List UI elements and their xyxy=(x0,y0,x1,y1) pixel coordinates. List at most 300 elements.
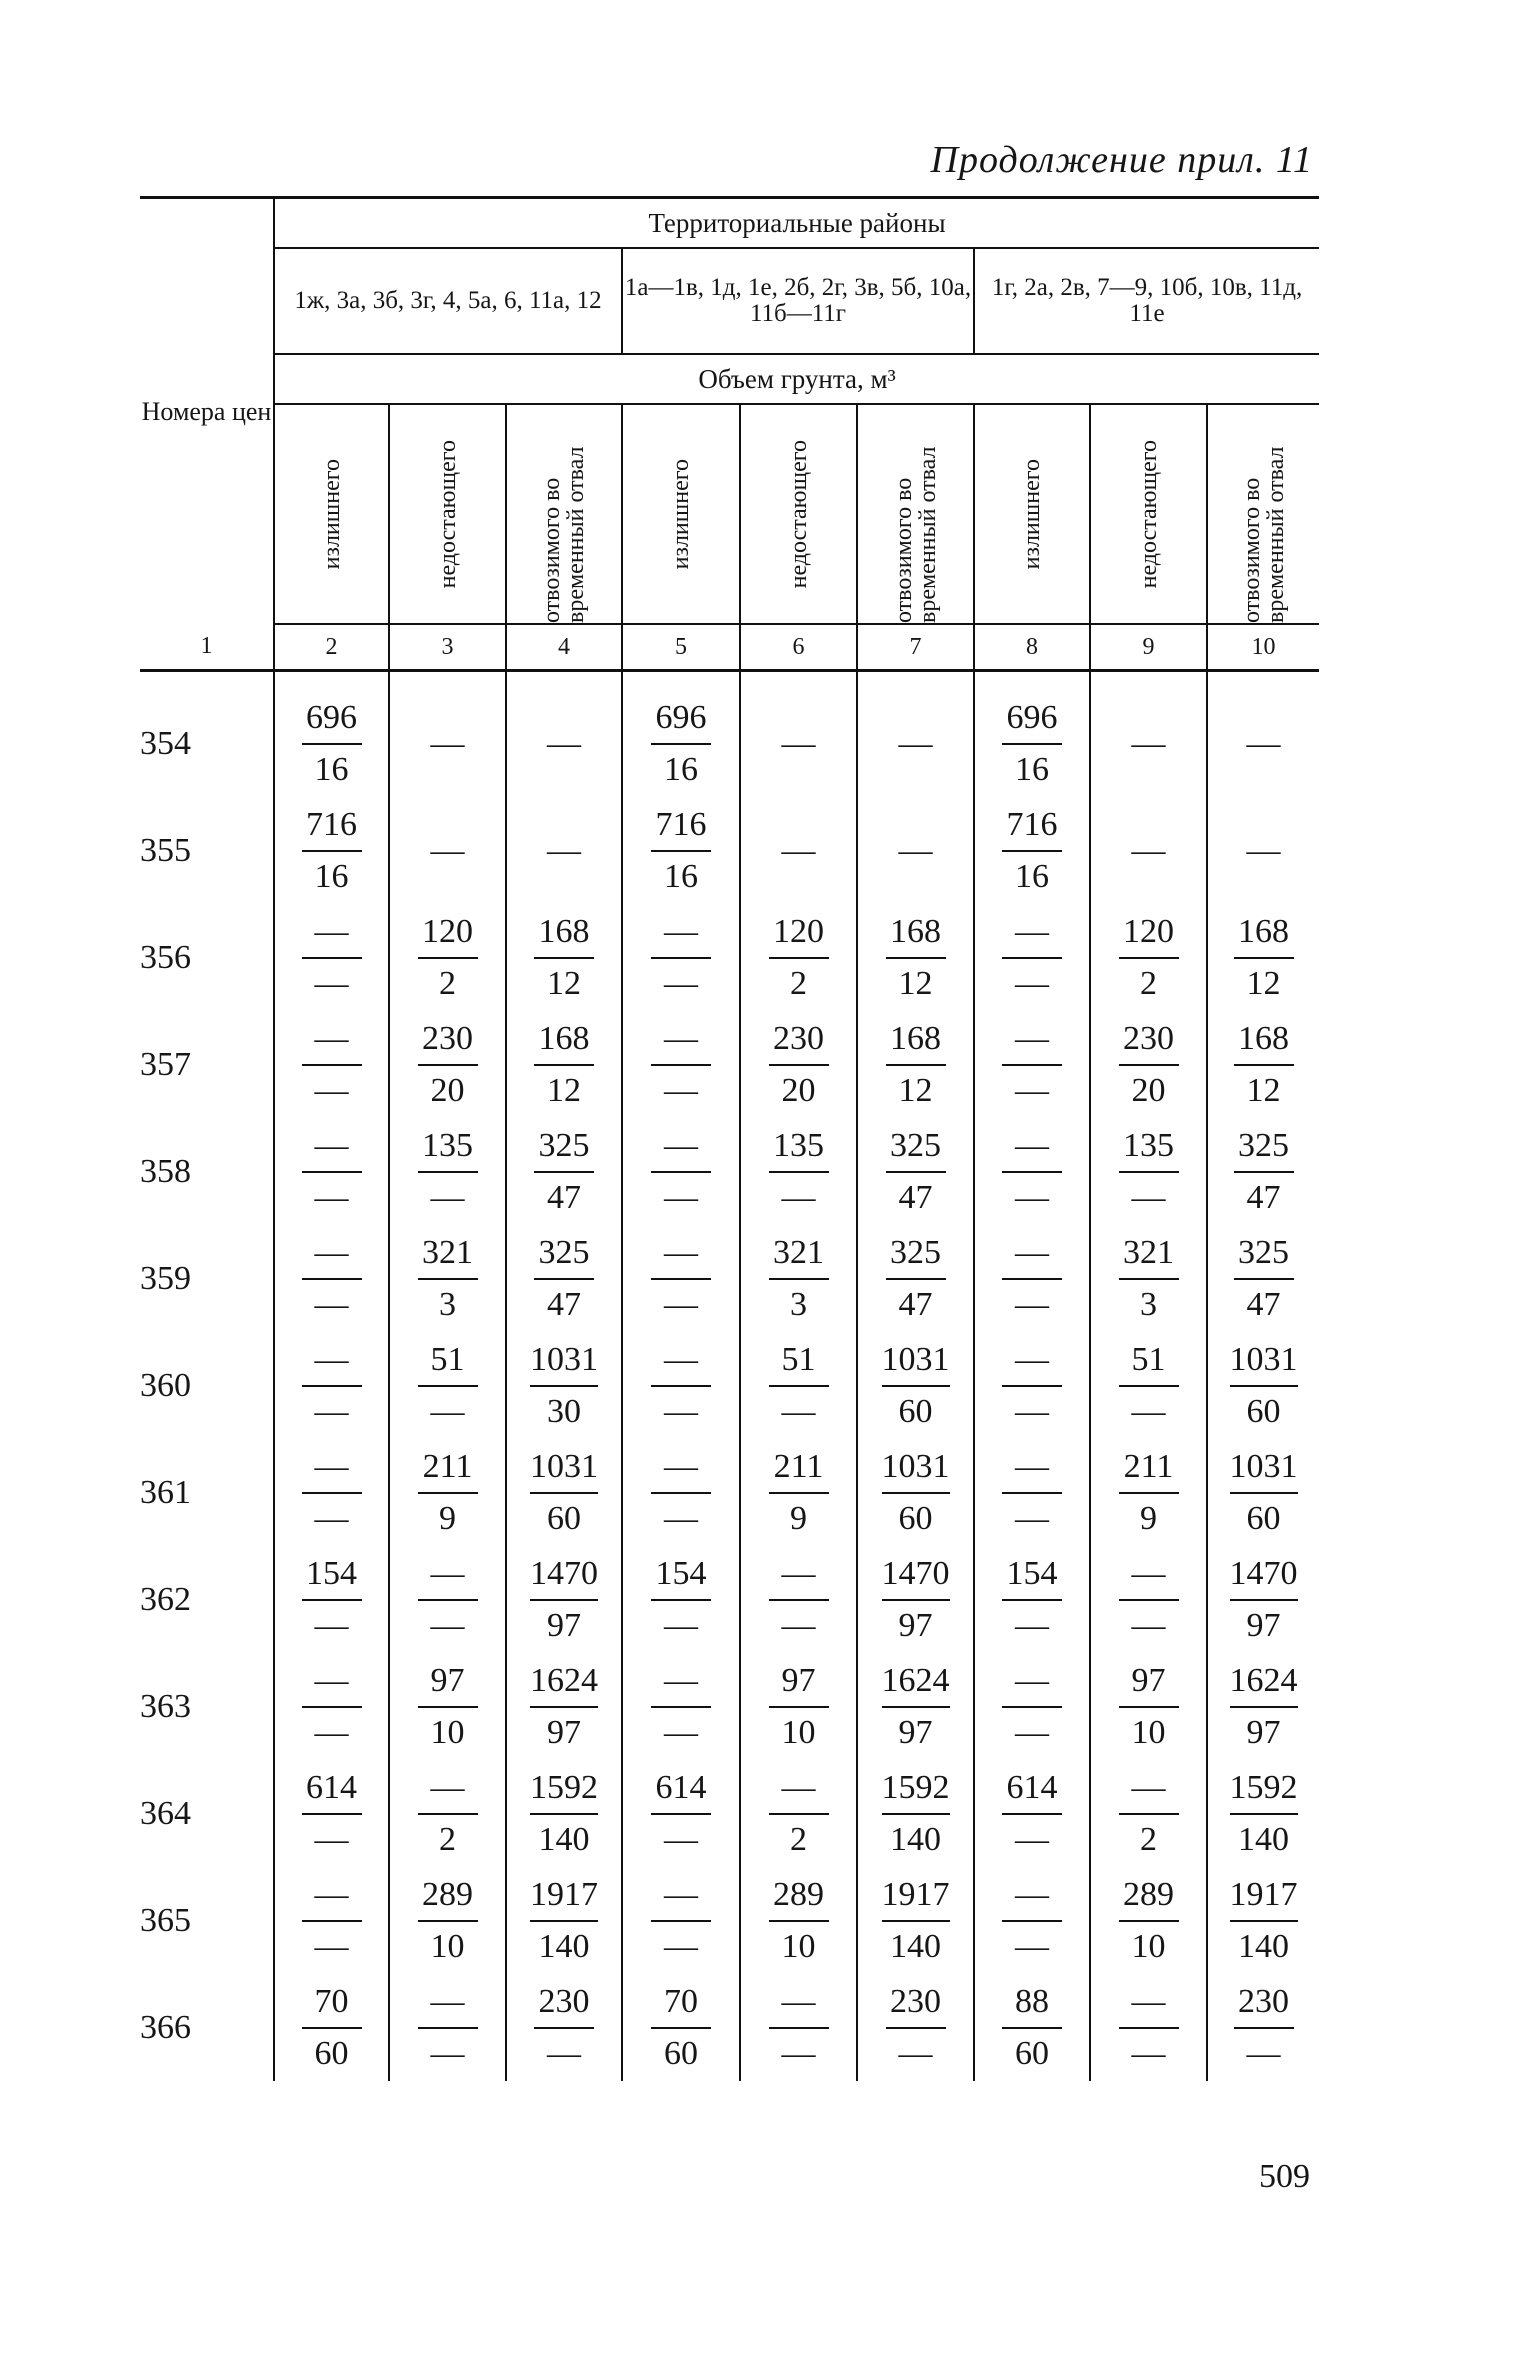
table-cell xyxy=(506,690,622,797)
fraction-value xyxy=(1002,1121,1062,1223)
denominator: 16 xyxy=(664,857,698,895)
table-row xyxy=(140,904,1319,1011)
fraction-value xyxy=(1002,1763,1062,1865)
table-cell xyxy=(506,904,622,1011)
table-cell xyxy=(1207,1439,1319,1546)
fraction-value xyxy=(882,1549,950,1651)
fraction-value xyxy=(1002,1228,1062,1330)
table-cell xyxy=(740,1225,857,1332)
numerator: 230 xyxy=(769,1014,829,1066)
denominator: 140 xyxy=(1238,1820,1290,1858)
denominator: 97 xyxy=(898,1713,933,1751)
numerator: 230 xyxy=(1119,1014,1179,1066)
numerator: — xyxy=(769,1763,829,1815)
fraction-value xyxy=(886,1121,946,1223)
denominator: — xyxy=(1015,964,1049,1002)
dash-value: — xyxy=(781,724,816,762)
table-row xyxy=(140,1974,1319,2081)
fraction-value xyxy=(886,907,946,1009)
numerator: 168 xyxy=(1234,907,1294,959)
numerator: 168 xyxy=(534,907,594,959)
table-cell xyxy=(274,1439,389,1546)
fraction-value xyxy=(418,1228,478,1330)
fraction-value xyxy=(1230,1870,1298,1972)
table-cell xyxy=(974,904,1090,1011)
fraction-value xyxy=(302,1549,362,1651)
denominator: 60 xyxy=(314,2034,349,2072)
numerator: — xyxy=(651,907,711,959)
fraction-value xyxy=(882,1335,950,1437)
table-cell xyxy=(1090,1011,1207,1118)
denominator: 3 xyxy=(1140,1285,1157,1323)
table-cell xyxy=(974,1011,1090,1118)
denominator: — xyxy=(1015,1392,1049,1430)
table-cell xyxy=(974,1118,1090,1225)
numerator: 1624 xyxy=(882,1656,950,1708)
numerator: 1470 xyxy=(882,1549,950,1601)
numerator: 154 xyxy=(651,1549,711,1601)
table-cell xyxy=(1207,690,1319,797)
fraction-value xyxy=(1002,907,1062,1009)
table-cell xyxy=(740,1332,857,1439)
table-cell xyxy=(506,1760,622,1867)
table-cell xyxy=(857,1867,974,1974)
fraction-value xyxy=(1002,800,1062,902)
table-row xyxy=(140,1225,1319,1332)
numerator: 154 xyxy=(1002,1549,1062,1601)
numerator: 168 xyxy=(886,907,946,959)
numerator: 97 xyxy=(1119,1656,1179,1708)
denominator: — xyxy=(1015,1927,1049,1965)
denominator: 140 xyxy=(890,1927,941,1965)
table-cell xyxy=(857,797,974,904)
subheader-label: излишнего xyxy=(1019,458,1045,570)
table-cell xyxy=(389,1546,506,1653)
denominator: — xyxy=(664,1071,698,1109)
numerator: 51 xyxy=(769,1335,829,1387)
denominator: 2 xyxy=(439,1820,456,1858)
column-number: 1 xyxy=(140,624,274,671)
table-cell xyxy=(506,1225,622,1332)
denominator: 12 xyxy=(898,964,933,1002)
table-cell xyxy=(740,1439,857,1546)
denominator: — xyxy=(314,1927,349,1965)
numerator: — xyxy=(302,1870,362,1922)
numerator: 325 xyxy=(534,1228,594,1280)
denominator: 97 xyxy=(547,1713,581,1751)
table-cell xyxy=(622,1439,740,1546)
table-cell xyxy=(1090,1118,1207,1225)
table-cell xyxy=(1090,1225,1207,1332)
fraction-value xyxy=(882,1442,950,1544)
table-cell xyxy=(1090,904,1207,1011)
table-cell xyxy=(1207,904,1319,1011)
fraction-value xyxy=(651,907,711,1009)
denominator: 16 xyxy=(314,857,349,895)
denominator: 10 xyxy=(1131,1713,1166,1751)
denominator: 60 xyxy=(1246,1392,1281,1430)
numerator: 120 xyxy=(769,907,829,959)
table-cell xyxy=(857,904,974,1011)
table-cell xyxy=(857,1653,974,1760)
table-cell xyxy=(857,1118,974,1225)
dash-value: — xyxy=(781,831,816,869)
numerator: 135 xyxy=(1119,1121,1179,1173)
denominator: — xyxy=(1015,1285,1049,1323)
table-cell xyxy=(1207,797,1319,904)
column-number: 6 xyxy=(740,624,857,671)
table-cell xyxy=(389,1332,506,1439)
denominator: 16 xyxy=(1015,857,1049,895)
denominator: — xyxy=(1015,1071,1049,1109)
denominator: 47 xyxy=(1246,1285,1281,1323)
fraction-value xyxy=(1002,1656,1062,1758)
volume-header: Объем грунта, м³ xyxy=(274,354,1319,404)
table-row xyxy=(140,1546,1319,1653)
denominator: — xyxy=(664,1285,698,1323)
denominator: — xyxy=(1015,1178,1049,1216)
numerator: 1624 xyxy=(530,1656,598,1708)
price-number: 362 xyxy=(140,1546,274,1653)
fraction-value xyxy=(530,1656,598,1758)
denominator: — xyxy=(314,1392,349,1430)
fraction-value xyxy=(418,1335,478,1437)
numerator: 1592 xyxy=(882,1763,950,1815)
numerator: — xyxy=(769,1549,829,1601)
denominator: 140 xyxy=(538,1820,590,1858)
table-row xyxy=(140,1439,1319,1546)
fraction-value xyxy=(886,1977,946,2079)
numerator: 716 xyxy=(1002,800,1062,852)
table-cell xyxy=(857,1332,974,1439)
table-cell xyxy=(1090,797,1207,904)
numerator: 325 xyxy=(534,1121,594,1173)
fraction-value xyxy=(651,1977,711,2079)
table-cell xyxy=(974,1225,1090,1332)
fraction-value xyxy=(1002,1442,1062,1544)
numerator: — xyxy=(1002,907,1062,959)
numerator: 321 xyxy=(769,1228,829,1280)
table-cell xyxy=(1207,1332,1319,1439)
table-cell xyxy=(857,1760,974,1867)
denominator: 140 xyxy=(538,1927,590,1965)
denominator: — xyxy=(1015,1820,1049,1858)
fraction-value xyxy=(1119,1121,1179,1223)
denominator: — xyxy=(1246,2034,1281,2072)
numerator: 88 xyxy=(1002,1977,1062,2029)
column-number: 7 xyxy=(857,624,974,671)
numerator: 696 xyxy=(1002,693,1062,745)
numerator: — xyxy=(1002,1335,1062,1387)
denominator: 60 xyxy=(664,2034,698,2072)
fraction-value xyxy=(534,1977,594,2079)
fraction-value xyxy=(302,693,362,795)
denominator: — xyxy=(664,1927,698,1965)
fraction-value xyxy=(530,1549,598,1651)
fraction-value xyxy=(1234,1977,1294,2079)
fraction-value xyxy=(418,1549,478,1651)
fraction-value xyxy=(1230,1442,1298,1544)
numerator: 325 xyxy=(886,1121,946,1173)
column-number: 4 xyxy=(506,624,622,671)
table-cell xyxy=(740,1760,857,1867)
denominator: — xyxy=(1015,1499,1049,1537)
denominator: 3 xyxy=(790,1285,807,1323)
column-subheader xyxy=(622,404,740,624)
numerator: 1031 xyxy=(882,1442,950,1494)
price-number: 364 xyxy=(140,1760,274,1867)
fraction-value xyxy=(769,1014,829,1116)
numerator: — xyxy=(418,1763,478,1815)
table-cell xyxy=(622,1760,740,1867)
numerator: 289 xyxy=(1119,1870,1179,1922)
denominator: 10 xyxy=(781,1713,816,1751)
fraction-value xyxy=(769,907,829,1009)
fraction-value xyxy=(882,1656,950,1758)
table-cell xyxy=(857,1974,974,2081)
numerator: 1031 xyxy=(530,1442,598,1494)
denominator: — xyxy=(1015,1713,1049,1751)
numerator: 154 xyxy=(302,1549,362,1601)
table-cell xyxy=(274,1653,389,1760)
denominator: 9 xyxy=(790,1499,807,1537)
denominator: 9 xyxy=(439,1499,456,1537)
table-cell xyxy=(740,1867,857,1974)
subheader-label: отвозимого во временный отвал xyxy=(539,446,589,623)
denominator: — xyxy=(781,1606,816,1644)
fraction-value xyxy=(530,1763,598,1865)
price-number: 363 xyxy=(140,1653,274,1760)
numerator: 1031 xyxy=(882,1335,950,1387)
fraction-value xyxy=(418,1870,478,1972)
table-cell xyxy=(622,690,740,797)
table-row xyxy=(140,1332,1319,1439)
fraction-value xyxy=(534,1228,594,1330)
numerator: 135 xyxy=(418,1121,478,1173)
table-cell xyxy=(740,797,857,904)
denominator: — xyxy=(430,1392,465,1430)
table-cell xyxy=(622,797,740,904)
table-cell xyxy=(740,1118,857,1225)
numerator: 230 xyxy=(1234,1977,1294,2029)
numerator: — xyxy=(1002,1228,1062,1280)
numerator: 51 xyxy=(418,1335,478,1387)
table-cell xyxy=(974,1653,1090,1760)
fraction-value xyxy=(418,1442,478,1544)
fraction-value xyxy=(769,1763,829,1865)
denominator: — xyxy=(430,1606,465,1644)
fraction-value xyxy=(769,1335,829,1437)
fraction-value xyxy=(769,1870,829,1972)
column-subheader xyxy=(506,404,622,624)
denominator: 20 xyxy=(430,1071,465,1109)
fraction-value xyxy=(1230,1763,1298,1865)
denominator: 20 xyxy=(1131,1071,1166,1109)
fraction-value xyxy=(769,1977,829,2079)
dash-value: — xyxy=(430,724,465,762)
table-cell xyxy=(274,1867,389,1974)
numerator: — xyxy=(769,1977,829,2029)
dash-value: — xyxy=(547,724,581,762)
table-cell xyxy=(740,904,857,1011)
price-number: 354 xyxy=(140,690,274,797)
table-cell xyxy=(506,797,622,904)
denominator: — xyxy=(430,1178,465,1216)
numerator: — xyxy=(1002,1656,1062,1708)
table-cell xyxy=(274,797,389,904)
denominator: 97 xyxy=(547,1606,581,1644)
dash-value: — xyxy=(898,724,933,762)
table-cell xyxy=(1207,1653,1319,1760)
table-cell xyxy=(974,1546,1090,1653)
denominator: — xyxy=(664,1178,698,1216)
numerator: 321 xyxy=(1119,1228,1179,1280)
denominator: 2 xyxy=(439,964,456,1002)
subheader-label: отвозимого во временный отвал xyxy=(890,446,941,623)
table-cell xyxy=(1207,1546,1319,1653)
table-cell xyxy=(506,1011,622,1118)
fraction-value xyxy=(302,1014,362,1116)
denominator: 10 xyxy=(781,1927,816,1965)
fraction-value xyxy=(1234,1228,1294,1330)
numerator: 211 xyxy=(769,1442,829,1494)
denominator: 2 xyxy=(1140,1820,1157,1858)
numerator: 289 xyxy=(418,1870,478,1922)
fraction-value xyxy=(1002,693,1062,795)
fraction-value xyxy=(1002,1335,1062,1437)
table-cell xyxy=(274,904,389,1011)
column-subheader xyxy=(1090,404,1207,624)
dash-value: — xyxy=(1246,724,1281,762)
fraction-value xyxy=(1002,1549,1062,1651)
column-number: 2 xyxy=(274,624,389,671)
numerator: 168 xyxy=(1234,1014,1294,1066)
numerator: 1624 xyxy=(1230,1656,1298,1708)
table-cell xyxy=(1207,1760,1319,1867)
denominator: — xyxy=(781,1178,816,1216)
fraction-value xyxy=(418,907,478,1009)
denominator: — xyxy=(430,2034,465,2072)
fraction-value xyxy=(769,1442,829,1544)
fraction-value xyxy=(1119,1335,1179,1437)
denominator: 10 xyxy=(430,1713,465,1751)
column-subheader xyxy=(274,404,389,624)
table-cell xyxy=(857,1439,974,1546)
table-row xyxy=(140,1118,1319,1225)
numerator: — xyxy=(651,1014,711,1066)
price-number: 360 xyxy=(140,1332,274,1439)
table-cell xyxy=(622,1118,740,1225)
numerator: 97 xyxy=(769,1656,829,1708)
denominator: 97 xyxy=(898,1606,933,1644)
denominator: — xyxy=(314,1713,349,1751)
table-row xyxy=(140,1867,1319,1974)
numerator: 325 xyxy=(886,1228,946,1280)
numerator: 614 xyxy=(1002,1763,1062,1815)
table-cell xyxy=(506,1332,622,1439)
dash-value: — xyxy=(430,831,465,869)
numerator: 168 xyxy=(534,1014,594,1066)
denominator: — xyxy=(1015,1606,1049,1644)
numerator: — xyxy=(418,1549,478,1601)
fraction-value xyxy=(302,1442,362,1544)
table-cell xyxy=(1207,1011,1319,1118)
running-head: Продолжение прил. 11 xyxy=(930,139,1313,181)
denominator: — xyxy=(1131,1392,1166,1430)
fraction-value xyxy=(1119,1870,1179,1972)
numerator: — xyxy=(418,1977,478,2029)
table-cell xyxy=(740,1974,857,2081)
fraction-value xyxy=(302,1228,362,1330)
table-cell xyxy=(274,690,389,797)
fraction-value xyxy=(651,1121,711,1223)
column-subheader xyxy=(389,404,506,624)
fraction-value xyxy=(1230,1335,1298,1437)
fraction-value xyxy=(1119,1763,1179,1865)
price-number: 365 xyxy=(140,1867,274,1974)
denominator: 12 xyxy=(547,1071,581,1109)
numerator: — xyxy=(1002,1442,1062,1494)
numerator: 1470 xyxy=(1230,1549,1298,1601)
table-cell xyxy=(622,1867,740,1974)
table-cell xyxy=(974,1332,1090,1439)
fraction-value xyxy=(651,1335,711,1437)
denominator: 47 xyxy=(898,1285,933,1323)
numerator: — xyxy=(1002,1014,1062,1066)
fraction-value xyxy=(1002,1977,1062,2079)
numerator: — xyxy=(651,1656,711,1708)
dash-value: — xyxy=(547,831,581,869)
fraction-value xyxy=(1119,907,1179,1009)
fraction-value xyxy=(418,1121,478,1223)
fraction-value xyxy=(302,1121,362,1223)
numerator: 716 xyxy=(302,800,362,852)
table-cell xyxy=(389,1974,506,2081)
dash-value: — xyxy=(1131,831,1166,869)
table-cell xyxy=(740,1653,857,1760)
table-cell xyxy=(506,1439,622,1546)
table-row xyxy=(140,1760,1319,1867)
district-group-1: 1ж, 3а, 3б, 3г, 4, 5а, 6, 11а, 12 xyxy=(274,248,622,354)
denominator: — xyxy=(664,1499,698,1537)
table-cell xyxy=(1090,1653,1207,1760)
denominator: 12 xyxy=(898,1071,933,1109)
district-group-2: 1а—1в, 1д, 1е, 2б, 2г, 3в, 5б, 10а, 11б—11г xyxy=(622,248,974,354)
table-cell xyxy=(857,690,974,797)
column-number: 9 xyxy=(1090,624,1207,671)
denominator: 16 xyxy=(1015,750,1049,788)
denominator: 97 xyxy=(1246,1713,1281,1751)
table-cell xyxy=(857,1546,974,1653)
numerator: 168 xyxy=(886,1014,946,1066)
table-cell xyxy=(1090,1974,1207,2081)
denominator: 12 xyxy=(1246,1071,1281,1109)
fraction-value xyxy=(651,1014,711,1116)
numerator: 614 xyxy=(651,1763,711,1815)
fraction-value xyxy=(302,800,362,902)
table-cell xyxy=(622,904,740,1011)
table-cell xyxy=(389,1011,506,1118)
table-cell xyxy=(389,1225,506,1332)
dash-value: — xyxy=(1131,724,1166,762)
fraction-value xyxy=(530,1335,598,1437)
territorial-header: Территориальные районы xyxy=(274,198,1319,249)
denominator: 30 xyxy=(547,1392,581,1430)
denominator: 3 xyxy=(439,1285,456,1323)
numerator: 70 xyxy=(302,1977,362,2029)
district-group-3: 1г, 2а, 2в, 7—9, 10б, 10в, 11д, 11е xyxy=(974,248,1319,354)
fraction-value xyxy=(534,1121,594,1223)
